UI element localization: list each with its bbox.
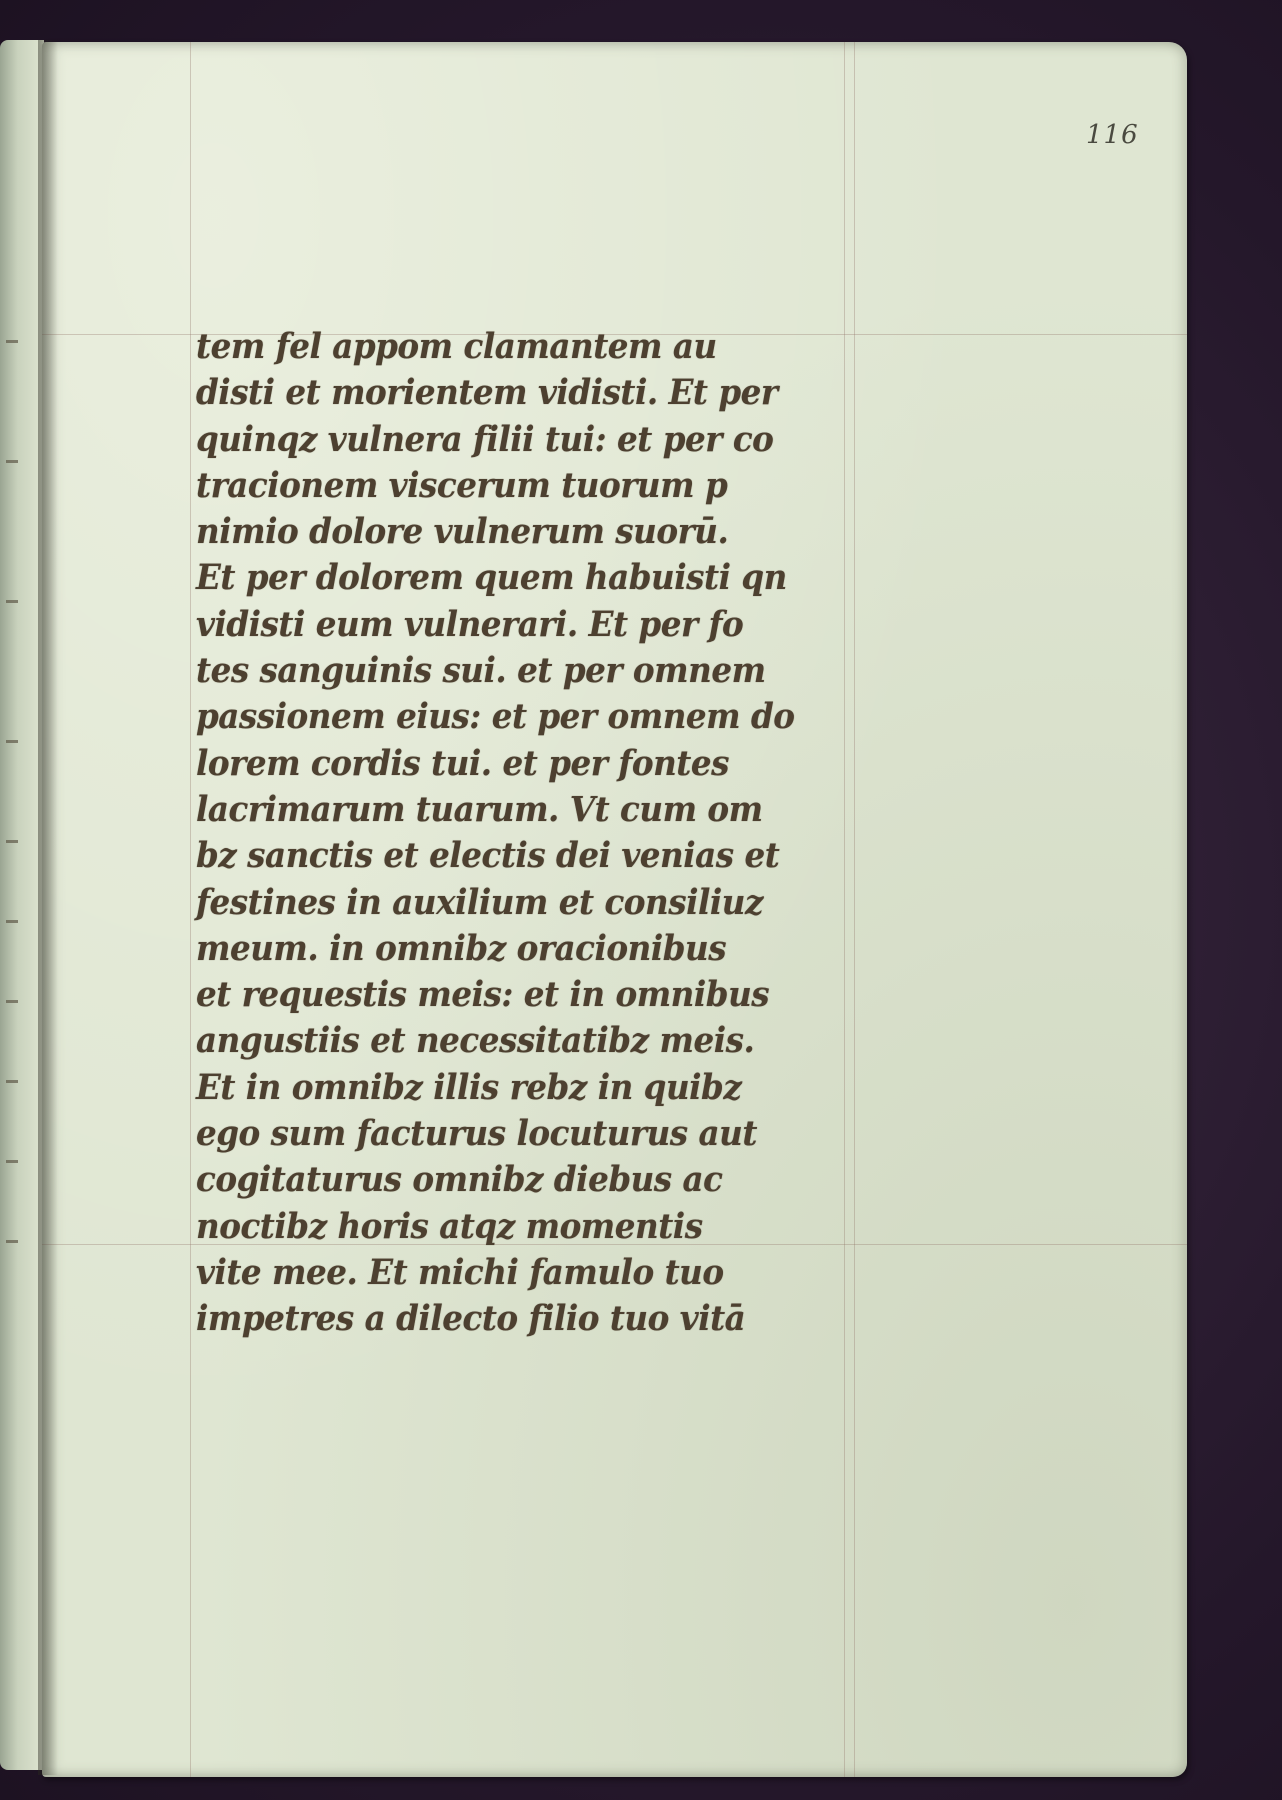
- text-line: meum. in omnibz oracionibus: [196, 927, 727, 969]
- text-line: passionem eius: et per omnem do: [196, 696, 795, 738]
- previous-leaf-text-fragment: [6, 1160, 18, 1163]
- previous-leaf-text-fragment: [6, 460, 18, 463]
- text-line: vidisti eum vulnerari. Et per fo: [196, 603, 744, 645]
- text-line: impetres a dilecto filio tuo vitā: [196, 1298, 746, 1340]
- manuscript-text-block: [196, 324, 896, 1343]
- text-line: Et in omnibz illis rebz in quibz: [196, 1066, 742, 1108]
- previous-leaf-text-fragment: [6, 840, 18, 843]
- gutter-shadow: [38, 40, 58, 1775]
- text-line: disti et morientem vidisti. Et per: [196, 372, 778, 414]
- previous-leaf-text-fragment: [6, 920, 18, 923]
- previous-leaf-text-fragment: [6, 1080, 18, 1083]
- text-line: angustiis et necessitatibz meis.: [196, 1020, 755, 1062]
- text-line: ego sum facturus locuturus aut: [196, 1113, 757, 1155]
- ruling-line: [190, 42, 191, 1777]
- previous-leaf-text-fragment: [6, 1240, 18, 1243]
- previous-leaf-text-fragment: [6, 1000, 18, 1003]
- text-line: lacrimarum tuarum. Vt cum om: [196, 788, 763, 830]
- previous-leaf-text-fragment: [6, 600, 18, 603]
- text-line: tes sanguinis sui. et per omnem: [196, 650, 766, 692]
- text-line: cogitaturus omnibz diebus ac: [196, 1159, 723, 1201]
- previous-leaf-text-fragment: [6, 340, 18, 343]
- text-line: vite mee. Et michi famulo tuo: [196, 1251, 724, 1293]
- text-line: noctibz horis atqz momentis: [196, 1205, 703, 1247]
- text-line: tracionem viscerum tuorum p: [196, 464, 728, 506]
- text-line: et requestis meis: et in omnibus: [196, 974, 770, 1016]
- text-line: tem fel appom clamantem au: [196, 326, 717, 367]
- text-line: festines in auxilium et consiliuz: [196, 881, 764, 923]
- previous-leaf-text-fragment: [6, 740, 18, 743]
- text-line: quinqz vulnera filii tui: et per co: [196, 418, 774, 460]
- text-line: lorem cordis tui. et per fontes: [196, 742, 729, 784]
- folio-number: 116: [1086, 120, 1139, 150]
- text-line: Et per dolorem quem habuisti qn: [196, 557, 787, 599]
- text-line: nimio dolore vulnerum suorū.: [196, 511, 729, 553]
- text-line: bz sanctis et electis dei venias et: [196, 835, 780, 877]
